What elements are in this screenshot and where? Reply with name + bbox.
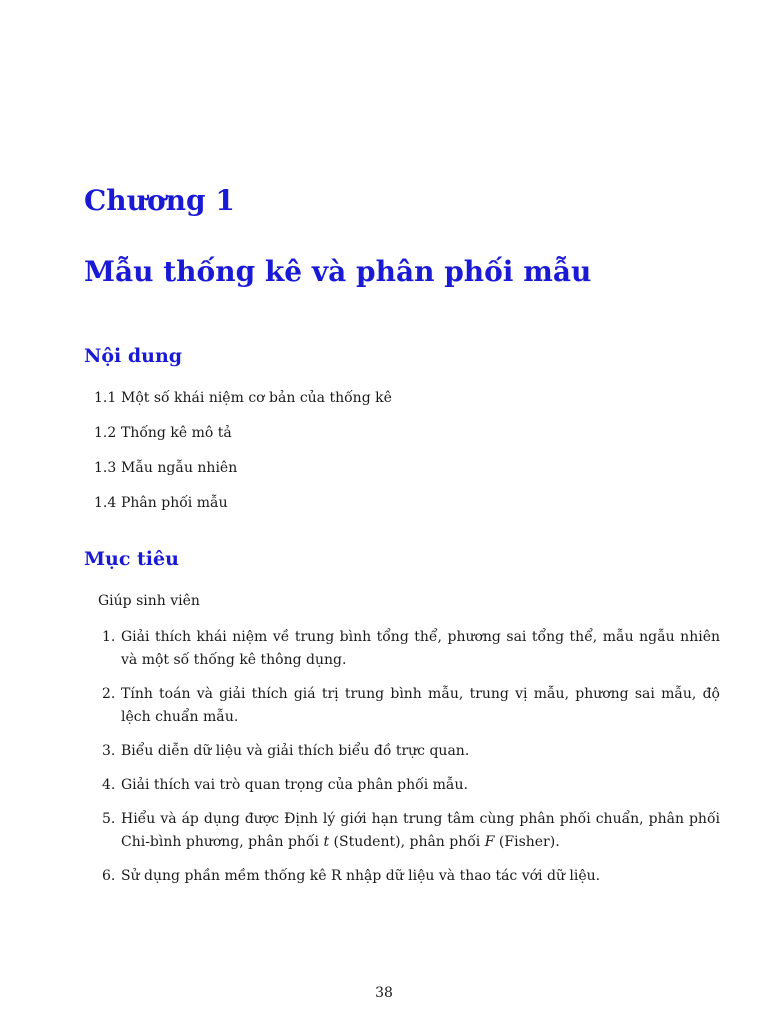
contents-item-number: 1.1 [94,390,117,406]
objective-item [94,865,720,888]
objective-text: Giải thích khái niệm về trung bình tổng thể, phương sai tổng thể, mẫu ngẫu nhiên và một số thống kê thông dụng. [121,629,720,668]
objective-text: Sử dụng phần mềm thống kê R nhập dữ liệu và thao tác với dữ liệu. [121,868,601,884]
objectives-heading: Mục tiêu [84,548,179,570]
chapter-label: Chương 1 [84,184,235,217]
objectives-intro: Giúp sinh viên [98,593,200,609]
contents-item [94,423,392,458]
contents-item-text: Mẫu ngẫu nhiên [121,460,238,476]
objective-number: 6. [102,868,116,884]
objective-text-part: (Fisher). [494,834,560,850]
objective-number: 4. [102,777,116,793]
objective-number: 5. [102,811,116,827]
objective-text: Giải thích vai trò quan trọng của phân phối mẫu. [121,777,468,793]
objective-item [94,808,720,854]
contents-list [94,388,392,528]
contents-item-text: Một số khái niệm cơ bản của thống kê [121,390,392,406]
chapter-title: Mẫu thống kê và phân phối mẫu [84,255,592,288]
page-number: 38 [375,985,393,1001]
objective-item [94,774,720,797]
objective-text-part: Hiểu và áp dụng được Định lý giới hạn trung tâm cùng phân phối chuẩn, phân phối Chi-bình phương, phân phối [121,811,720,850]
contents-item-text: Phân phối mẫu [121,495,228,511]
objective-text [121,811,720,850]
objective-number: 3. [102,743,116,759]
objective-text: Tính toán và giải thích giá trị trung bình mẫu, trung vị mẫu, phương sai mẫu, độ lệch chuẩn mẫu. [121,686,720,725]
objective-item [94,740,720,763]
objective-item [94,683,720,729]
objective-item [94,626,720,672]
contents-item-number: 1.4 [94,495,117,511]
contents-item [94,388,392,423]
contents-item [94,493,392,528]
objective-number: 1. [102,629,116,645]
objective-text-part: (Student), phân phối [329,834,485,850]
contents-heading: Nội dung [84,345,183,367]
contents-item [94,458,392,493]
t-distribution-symbol: t [323,834,330,850]
contents-item-number: 1.3 [94,460,117,476]
objectives-list [94,626,720,899]
objective-text: Biểu diễn dữ liệu và giải thích biểu đồ trực quan. [121,743,470,759]
objective-number: 2. [102,686,116,702]
contents-item-number: 1.2 [94,425,117,441]
contents-item-text: Thống kê mô tả [121,425,232,441]
f-distribution-symbol: F [484,834,495,850]
